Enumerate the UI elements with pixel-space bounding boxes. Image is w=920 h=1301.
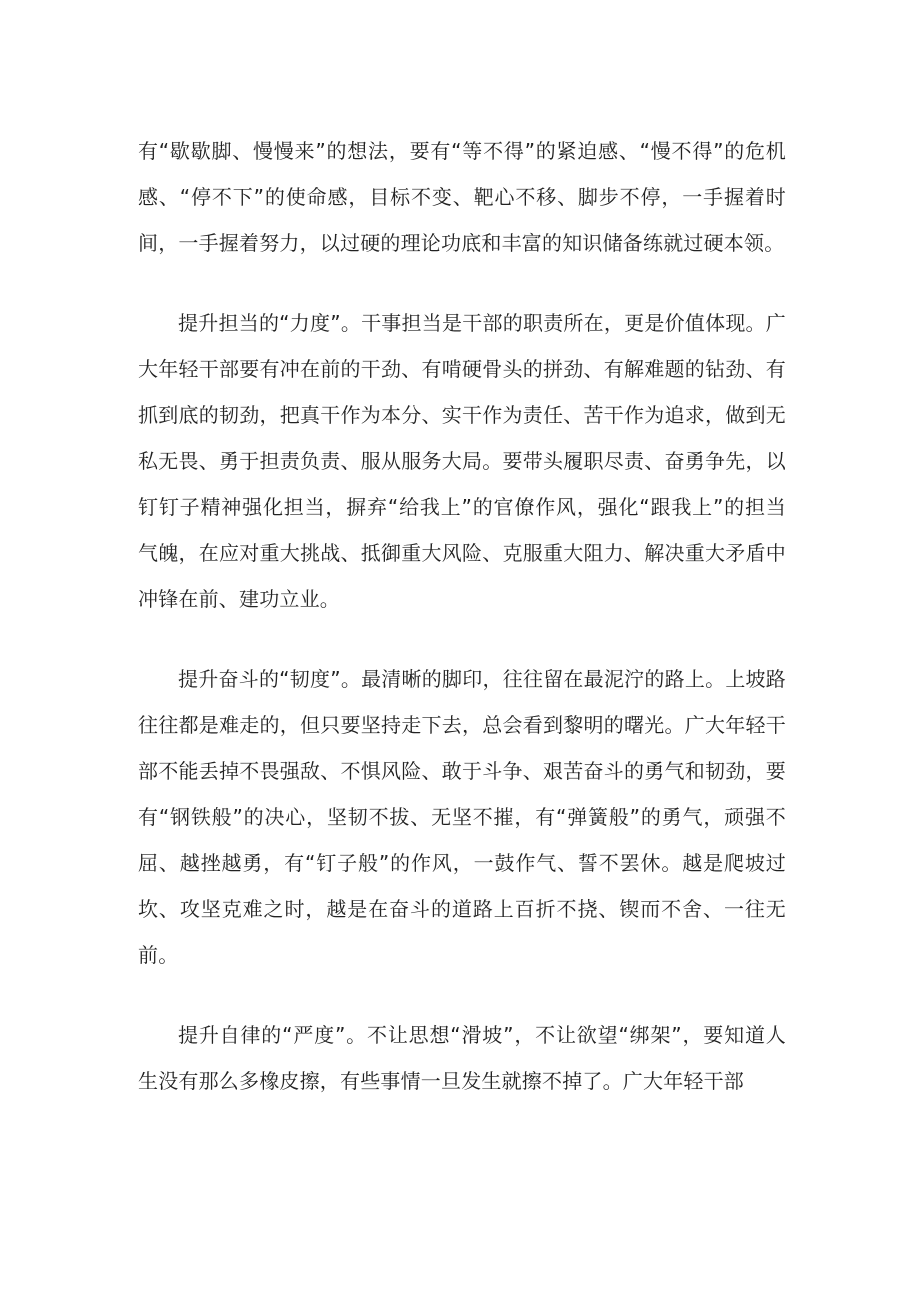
paragraph-responsibility: 提升担当的“力度”。干事担当是干部的职责所在，更是价值体现。广大年轻干部要有冲在前的干劲、有啃硬骨头的拼劲、有解难题的钻劲、有抓到底的韧劲，把真干作为本分、实干作为责任、苦干作为追求，做到无私无畏、勇于担责负责、服从服务大局。要带头履职尽责、奋勇争先，以钉钉子精神强化担当，摒弃“给我上”的官僚作风，强化“跟我上”的担当气魄，在应对重大挑战、抵御重大风险、克服重大阻力、解决重大矛盾中冲锋在前、建功立业。 [138, 311, 786, 611]
paragraph-continuation: 有“歇歇脚、慢慢来”的想法，要有“等不得”的紧迫感、“慢不得”的危机感、“停不下”的使命感，目标不变、靶心不移、脚步不停，一手握着时间，一手握着努力，以过硬的理论功底和丰富的知识储备练就过硬本领。 [138, 139, 786, 255]
paragraph-perseverance: 提升奋斗的“韧度”。最清晰的脚印，往往留在最泥泞的路上。上坡路往往都是难走的，但只要坚持走下去，总会看到黎明的曙光。广大年轻干部不能丢掉不畏强敌、不惧风险、敢于斗争、艰苦奋斗的勇气和韧劲，要有“钢铁般”的决心，坚韧不拔、无坚不摧，有“弹簧般”的勇气，顽强不屈、越挫越勇，有“钉子般”的作风，一鼓作气、誓不罢休。越是爬坡过坎、攻坚克难之时，越是在奋斗的道路上百折不挠、锲而不舍、一往无前。 [138, 667, 786, 967]
paragraph-self-discipline: 提升自律的“严度”。不让思想“滑坡”，不让欲望“绑架”，要知道人生没有那么多橡皮擦，有些事情一旦发生就擦不掉了。广大年轻干部 [138, 1023, 786, 1093]
document-body [138, 128, 786, 1138]
